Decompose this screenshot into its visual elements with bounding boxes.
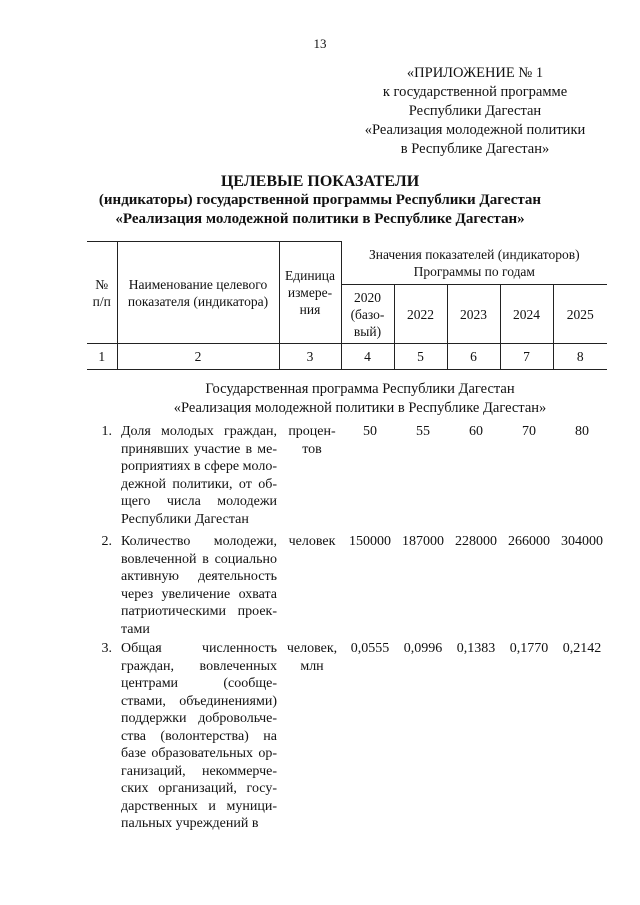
- column-number: 3: [279, 344, 341, 370]
- indicator-name: Доля молодых граждан, принявших участие в ме-роприятиях в сфере моло-дежной политики, от об-щего числа молодежи Республики Дагестан: [121, 424, 277, 527]
- indicator-unit: человек, млн: [286, 641, 338, 674]
- value-2020: 0,0555: [350, 641, 390, 656]
- appendix-line: Республики Дагестан: [408, 103, 542, 119]
- indicator-name: Количество молодежи, вовлеченной в социально активную деятельность через увеличение охвата патриотическими проек-тами: [121, 534, 277, 637]
- row-number: 3.: [101, 641, 112, 656]
- document-title: [20, 172, 620, 229]
- column-number: 7: [500, 344, 553, 370]
- value-2020: 150000: [349, 534, 391, 549]
- title-line: (индикаторы) государственной программы Республики Дагестан: [98, 192, 542, 208]
- column-number: 1: [87, 344, 117, 370]
- value-2024: 266000: [508, 534, 550, 549]
- appendix-line: «Реализация молодежной политики: [364, 122, 586, 138]
- header-year: 2025: [553, 285, 607, 344]
- appendix-line: «ПРИЛОЖЕНИЕ № 1: [406, 65, 544, 81]
- appendix-line: к государственной программе: [382, 84, 568, 100]
- appendix-label: [330, 64, 620, 159]
- value-2022: 0,0996: [403, 641, 443, 656]
- indicator-name: Общая численность граждан, вовлеченных центрами (сообще-ствами, объединениями) поддержки добровольче-ства (волонтерства) на базе образовательных ор-ганизаций, некоммерче-ских организаций, госу-дарственных и муници-пальных учреждений в: [121, 641, 277, 831]
- row-number: 1.: [101, 424, 112, 439]
- indicators-table-header: [87, 241, 607, 370]
- header-year: 2022: [394, 285, 447, 344]
- header-unit: Единица измере-ния: [279, 242, 341, 344]
- title-line: ЦЕЛЕВЫЕ ПОКАЗАТЕЛИ: [220, 173, 420, 190]
- value-2025: 304000: [561, 534, 603, 549]
- indicator-unit: процен-тов: [288, 424, 336, 457]
- header-year: 2020 (базо-вый): [341, 285, 394, 344]
- header-values-group: Значения показателей (индикаторов) Программы по годам: [341, 242, 607, 285]
- section-title-line: Государственная программа Республики Дагестан: [205, 381, 515, 397]
- section-title: [120, 380, 600, 418]
- value-2023: 0,1383: [456, 641, 496, 656]
- header-name: Наименование целевого показателя (индикатора): [117, 242, 279, 344]
- page-number: 13: [313, 36, 327, 51]
- title-line: «Реализация молодежной политики в Республике Дагестан»: [115, 211, 525, 227]
- header-year: 2023: [447, 285, 500, 344]
- column-number: 8: [553, 344, 607, 370]
- value-2022: 55: [416, 424, 430, 439]
- value-2025: 80: [575, 424, 589, 439]
- header-year: 2024: [500, 285, 553, 344]
- value-2020: 50: [363, 424, 377, 439]
- column-number: 6: [447, 344, 500, 370]
- column-number: 4: [341, 344, 394, 370]
- value-2025: 0,2142: [562, 641, 602, 656]
- value-2024: 0,1770: [509, 641, 549, 656]
- header-num: № п/п: [87, 242, 117, 344]
- value-2024: 70: [522, 424, 536, 439]
- appendix-line: в Республике Дагестан»: [400, 141, 550, 157]
- section-title-line: «Реализация молодежной политики в Республике Дагестан»: [173, 400, 547, 416]
- value-2023: 228000: [455, 534, 497, 549]
- value-2022: 187000: [402, 534, 444, 549]
- row-number: 2.: [101, 534, 112, 549]
- column-number: 2: [117, 344, 279, 370]
- value-2023: 60: [469, 424, 483, 439]
- column-number: 5: [394, 344, 447, 370]
- indicator-unit: человек: [288, 534, 336, 549]
